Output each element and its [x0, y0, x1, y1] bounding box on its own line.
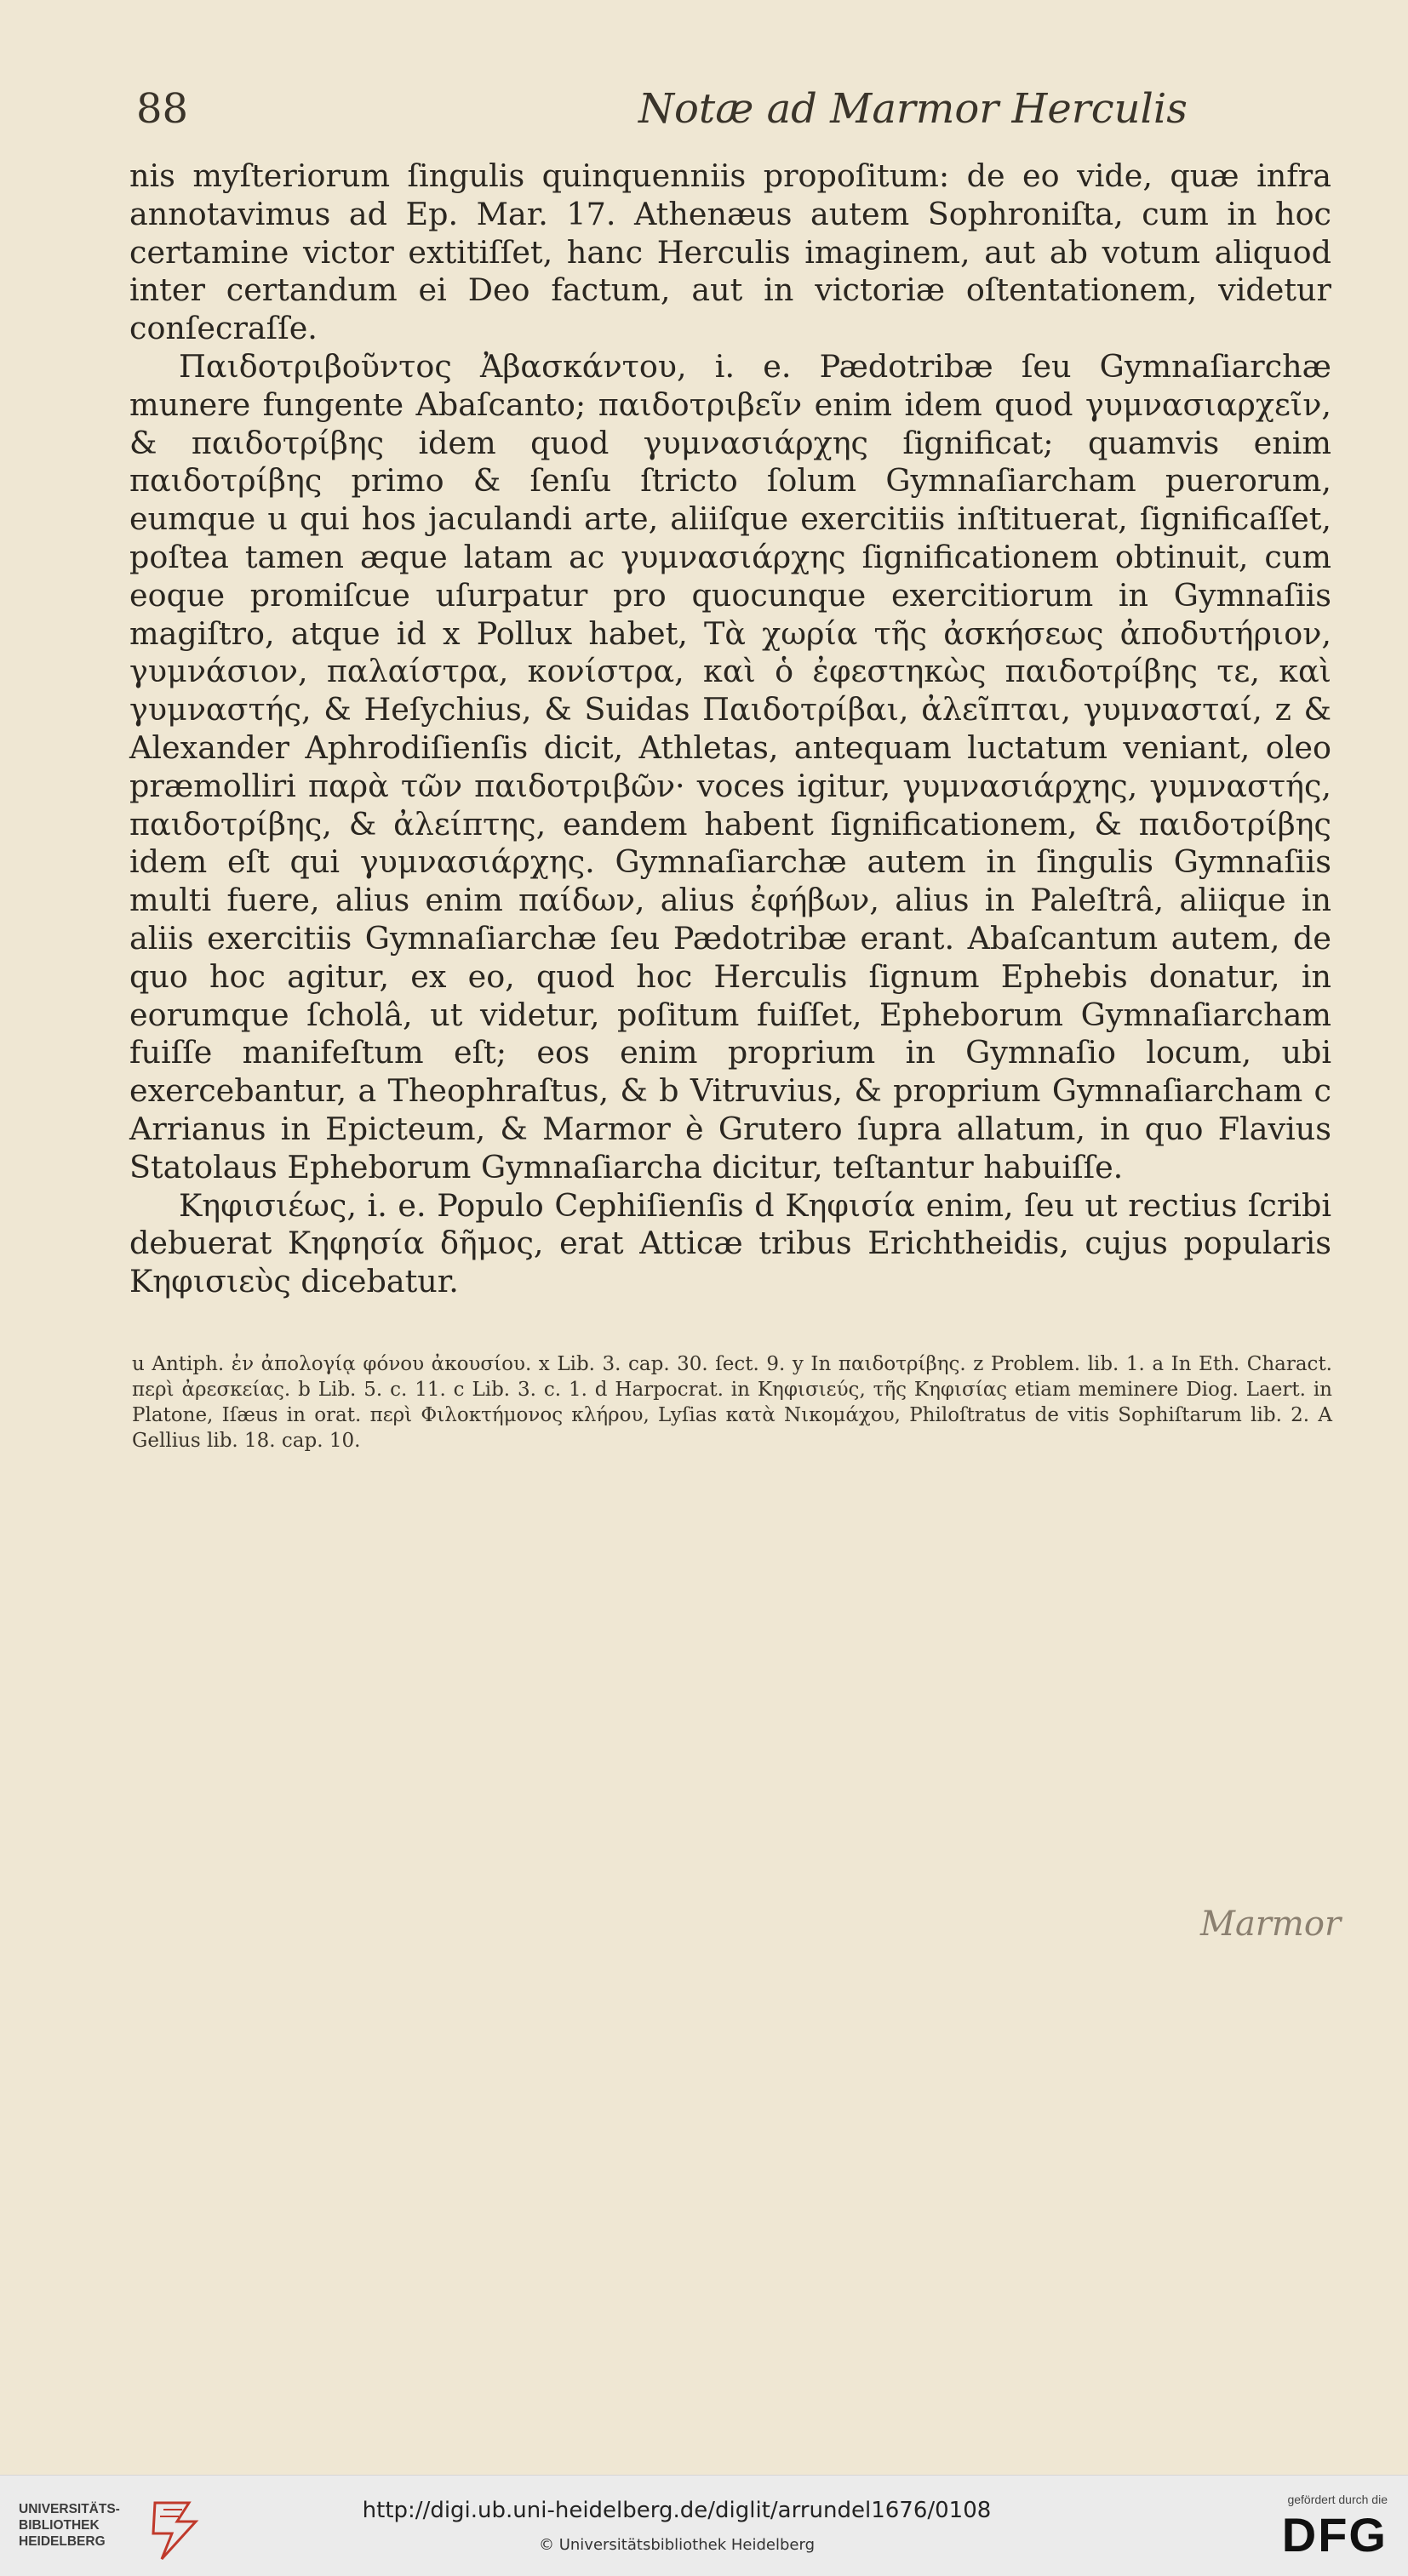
library-name: UNIVERSITÄTS-BIBLIOTHEK HEIDELBERG — [19, 2502, 120, 2549]
paragraph-1: nis myſteriorum ſingulis quinquenniis propoſitum: de eo vide, quæ infra annotavimus ad Ep. Mar. 17. Athenæus autem Sophroniſta, cum in hoc certamine victor extitiſſet, hanc Herculis imaginem, aut ab votum aliquod inter certandum ei Deo factum, aut in victoriæ oſtentationem, videtur conſecraſſe. — [129, 157, 1331, 347]
permalink-url[interactable]: http://digi.ub.uni-heidelberg.de/diglit/arrundel1676/0108 — [362, 2498, 992, 2523]
paragraph-2: Παιδοτριβοῦντος Ἀβασκάντου, i. e. Pædotribæ ſeu Gymnaſiarchæ munere fungente Abaſcanto; παιδοτριβεῖν enim idem quod γυμνασιαρχεῖν, & παιδοτρίβης idem quod γυμνασιάρχης ſignificat; quamvis enim παιδοτρίβης primo & ſenſu ſtricto ſolum Gymnaſiarcham puerorum, eumque u qui hos jaculandi arte, aliiſque exercitiis inſtituerat, ſignificaſſet, poſtea tamen æque latam ac γυμνασιάρχης ſignificationem obtinuit, cum eoque promiſcue uſurpatur pro quocunque exercitiorum in Gymnaſiis magiſtro, atque id x Pollux habet, Τὰ χωρία τῆς ἀσκήσεως ἀποδυτήριον, γυμνάσιον, παλαίστρα, κονίστρα, καὶ ὁ ἐφεστηκὼς παιδοτρίβης τε, καὶ γυμναστής, & Heſychius, & Suidas Παιδοτρίβαι, ἀλεῖπται, γυμνασταί, z & Alexander Aphrodiſienſis dicit, Athletas, antequam luctatum veniant, oleo præmolliri παρὰ τῶν παιδοτριβῶν· voces igitur, γυμνασιάρχης, γυμναστής, παιδοτρίβης, & ἀλείπτης, eandem habent ſignificationem, & παιδοτρίβης idem eſt qui γυμνασιάρχης. Gymnaſiarchæ autem in ſingulis Gymnaſiis multi fuere, alius enim παίδων, alius ἐφήβων, alius in Paleſtrâ, aliique in aliis exercitiis Gymnaſiarchæ ſeu Pædotribæ erant. Abaſcantum autem, de quo hoc agitur, ex eo, quod hoc Herculis ſignum Ephebis donatur, in eorumque ſcholâ, ut videtur, poſitum fuiſſet, Epheborum Gymnaſiarcham fuiſſe manifeſtum eſt; eos enim proprium in Gymnaſio locum, ubi exercebantur, a Theophraſtus, & b Vitruvius, & proprium Gymnaſiarcham c Arrianus in Epicteum, & Marmor è Grutero ſupra allatum, in quo Flavius Statolaus Epheborum Gymnaſiarcha dicitur, teſtantur habuiſſe. — [129, 347, 1331, 1185]
page-number: 88 — [136, 85, 189, 133]
dfg-logo: DFG — [1281, 2508, 1388, 2562]
main-text — [129, 157, 1331, 1301]
library-logo[interactable] — [19, 2501, 206, 2561]
library-emblem-icon — [143, 2496, 215, 2564]
funder-note: gefördert durch die — [1287, 2493, 1388, 2506]
page-header — [128, 85, 1336, 145]
catchword: Marmor — [1200, 1905, 1342, 1944]
paragraph-3: Κηφισιέως, i. e. Populo Cephiſienſis d Κηφισία enim, ſeu ut rectius ſcribi debuerat Κηφησία δῆμος, erat Atticæ tribus Erichtheidis, cujus popularis Κηφισιεὺς dicebatur. — [129, 1186, 1331, 1300]
copyright-notice: © Universitätsbibliothek Heidelberg — [538, 2536, 815, 2554]
funder-logo[interactable] — [1243, 2493, 1396, 2569]
viewer-footer — [0, 2475, 1408, 2576]
footnotes: u Antiph. ἐν ἀπολογίᾳ φόνου ἀκουσίου. x Lib. 3. cap. 30. ſect. 9. y In παιδοτρίβης. z Problem. lib. 1. a In Eth. Charact. περὶ ἀρεσκείας. b Lib. 5. c. 11. c Lib. 3. c. 1. d Harpocrat. in Κηφισιεύς, τῆς Κηφισίας etiam meminere Diog. Laert. in Platone, Iſæus in orat. περὶ Φιλοκτήμονος κλήρου, Lyſias κατὰ Νικομάχου, Philoſtratus de vitis Sophiſtarum lib. 2. A Gellius lib. 18. cap. 10. — [132, 1353, 1332, 1452]
running-head: Notæ ad Marmor Herculis — [638, 85, 1188, 133]
